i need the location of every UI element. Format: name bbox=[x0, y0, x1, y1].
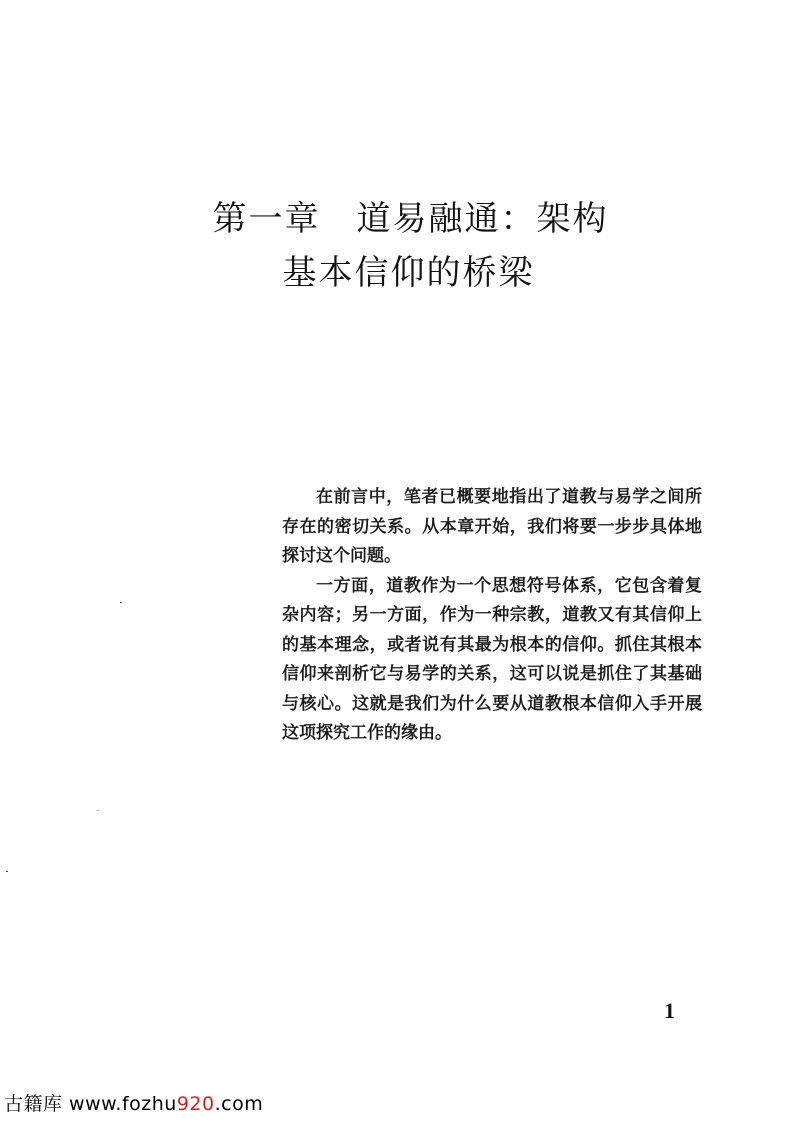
paragraph-2: 一方面，道教作为一个思想符号体系，它包含着复杂内容；另一方面，作为一种宗教，道教又有其信仰上的基本理念，或者说有其最为根本的信仰。抓住其根本信仰来剖析它与易学的关系，这可以说是抓住了其基础与核心。这就是我们为什么要从道教根本信仰入手开展这项探究工作的缘由。 bbox=[282, 575, 702, 743]
watermark-suffix: .com bbox=[214, 1093, 264, 1115]
scan-speck bbox=[120, 602, 122, 603]
scan-speck bbox=[6, 871, 8, 872]
body-text bbox=[282, 483, 702, 749]
scan-speck bbox=[97, 810, 99, 811]
watermark bbox=[4, 1089, 263, 1116]
page-number: 1 bbox=[664, 998, 675, 1023]
watermark-accent: 920 bbox=[176, 1093, 215, 1115]
watermark-prefix: 古籍库 www.fozhu bbox=[4, 1093, 177, 1115]
chapter-title-line-1: 第一章 道易融通：架构 bbox=[212, 199, 609, 239]
paragraph-1: 在前言中，笔者已概要地指出了道教与易学之间所存在的密切关系。从本章开始，我们将要一步步具体地探讨这个问题。 bbox=[282, 487, 702, 566]
chapter-title-line-2: 基本信仰的桥梁 bbox=[282, 253, 535, 293]
